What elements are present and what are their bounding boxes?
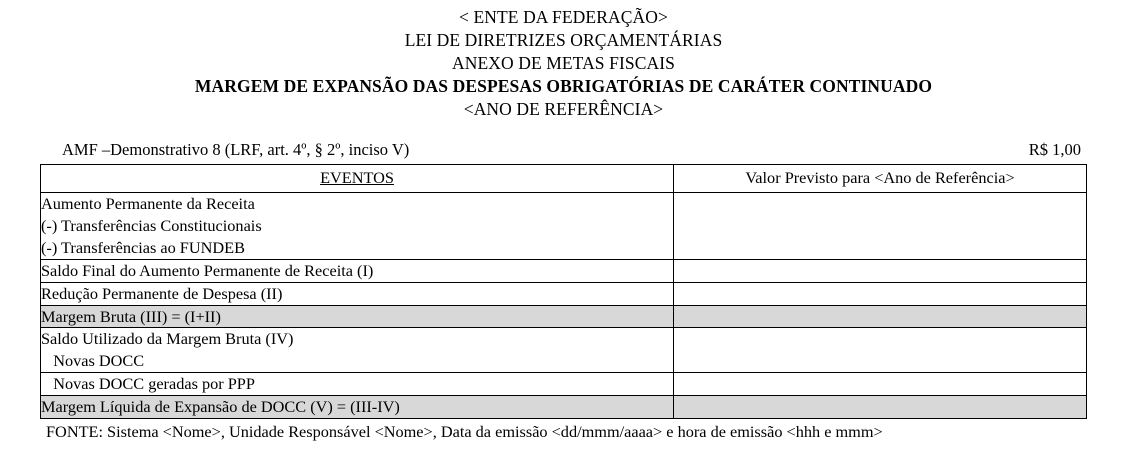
demonstrative-reference: AMF –Demonstrativo 8 (LRF, art. 4º, § 2º, inciso V) — [62, 140, 410, 160]
fiscal-table — [40, 164, 1087, 418]
column-header-events: EVENTOS — [41, 165, 674, 193]
header-line-ldo: LEI DE DIRETRIZES ORÇAMENTÁRIAS — [404, 30, 723, 51]
row-value-cell[interactable] — [674, 328, 1087, 373]
row-label-line: Saldo Utilizado da Margem Bruta (IV) — [41, 329, 294, 349]
header-line-annex: ANEXO DE METAS FISCAIS — [452, 53, 675, 74]
table-row — [41, 373, 1087, 396]
row-label-cell: Saldo Final do Aumento Permanente de Receita (I) — [41, 259, 674, 282]
row-label-line: Aumento Permanente da Receita — [41, 194, 255, 214]
header-line-year: <ANO DE REFERÊNCIA> — [463, 99, 664, 120]
table-row — [41, 193, 1087, 259]
table-row — [41, 305, 1087, 328]
row-value-cell[interactable] — [674, 395, 1087, 418]
column-header-value: Valor Previsto para <Ano de Referência> — [674, 165, 1087, 193]
row-value-cell[interactable] — [674, 259, 1087, 282]
row-value-cell[interactable] — [674, 282, 1087, 305]
header-line-title: MARGEM DE EXPANSÃO DAS DESPESAS OBRIGATÓRIAS DE CARÁTER CONTINUADO — [194, 76, 933, 97]
row-value-cell[interactable] — [674, 193, 1087, 259]
row-label-line: (-) Transferências ao FUNDEB — [41, 238, 245, 258]
subtitle-row — [40, 140, 1087, 160]
row-label-cell: Margem Líquida de Expansão de DOCC (V) = (III-IV) — [41, 395, 674, 418]
table-row — [41, 282, 1087, 305]
table-header-row — [41, 165, 1087, 193]
row-label-cell: Redução Permanente de Despesa (II) — [41, 282, 674, 305]
header-line-entity: < ENTE DA FEDERAÇÃO> — [459, 7, 668, 27]
source-footnote: FONTE: Sistema <Nome>, Unidade Responsável <Nome>, Data da emissão <dd/mmm/aaaa> e hora de emissão <hhh e mmm> — [46, 421, 883, 441]
row-label-line: (-) Transferências Constitucionais — [41, 216, 262, 236]
table-body — [41, 193, 1087, 418]
table-row — [41, 259, 1087, 282]
row-label-cell: Novas DOCC geradas por PPP — [41, 373, 674, 396]
row-label-line: Novas DOCC — [41, 351, 145, 371]
document-header — [40, 6, 1087, 121]
row-label-cell — [41, 193, 674, 259]
row-value-cell[interactable] — [674, 373, 1087, 396]
row-label-cell — [41, 328, 674, 373]
table-header — [41, 165, 1087, 193]
row-label-cell: Margem Bruta (III) = (I+II) — [41, 305, 674, 328]
table-row — [41, 328, 1087, 373]
currency-unit: R$ 1,00 — [1028, 140, 1081, 160]
table-row — [41, 395, 1087, 418]
row-value-cell[interactable] — [674, 305, 1087, 328]
